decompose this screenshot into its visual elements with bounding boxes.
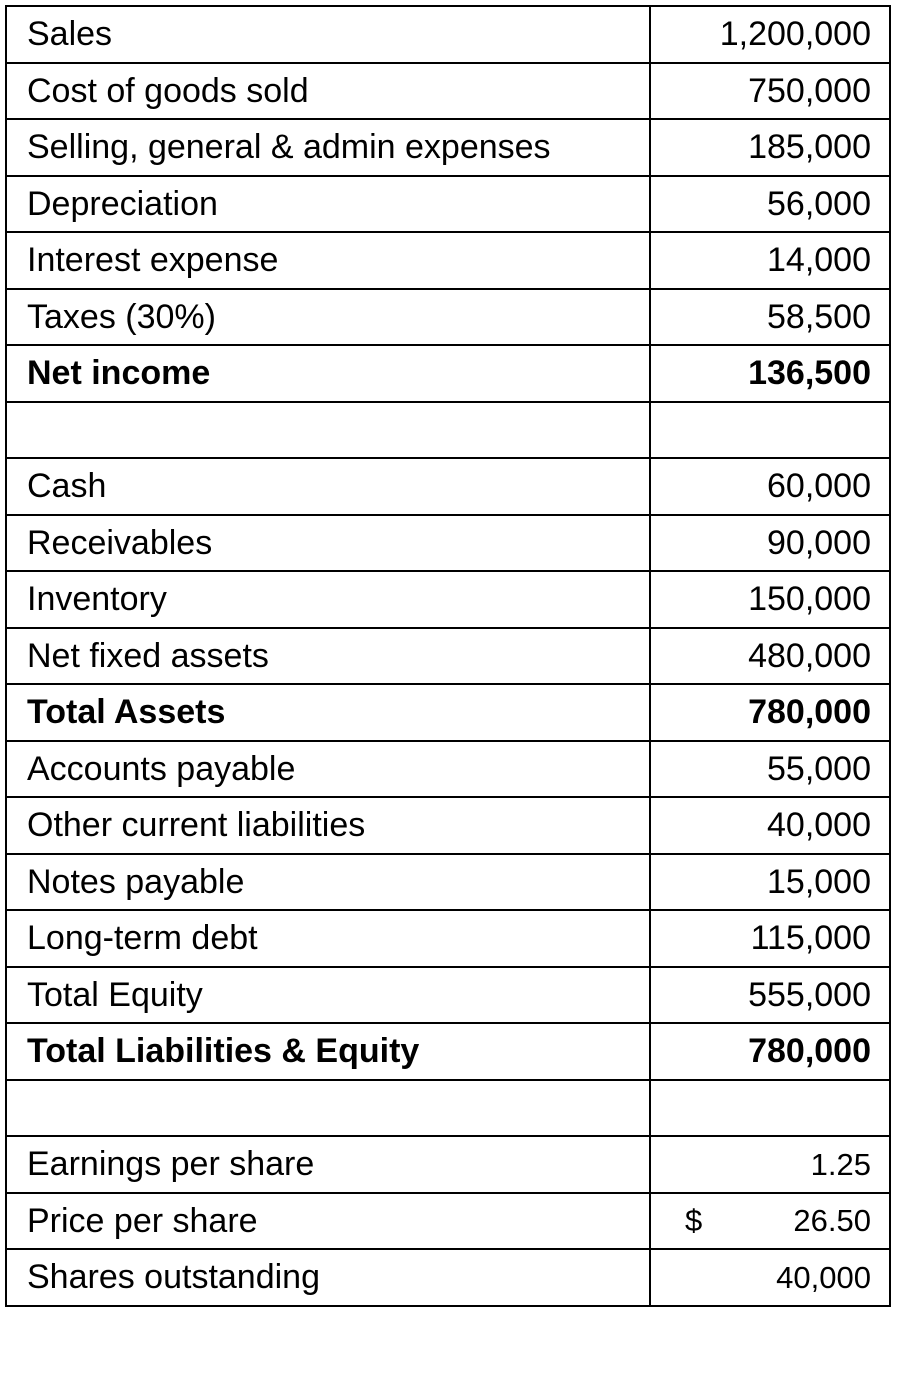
table-row xyxy=(6,515,890,572)
row-label: Price per share xyxy=(6,1193,650,1250)
table-row xyxy=(6,628,890,685)
table-row xyxy=(6,571,890,628)
row-label: Net fixed assets xyxy=(6,628,650,685)
row-label: Receivables xyxy=(6,515,650,572)
row-label: Shares outstanding xyxy=(6,1249,650,1306)
blank-row xyxy=(6,402,890,459)
row-value: 26.50 xyxy=(793,1203,871,1239)
row-value: 15,000 xyxy=(650,854,890,911)
row-label: Notes payable xyxy=(6,854,650,911)
blank-cell xyxy=(650,402,890,459)
table-row xyxy=(6,1249,890,1306)
blank-cell xyxy=(6,1080,650,1137)
table-row xyxy=(6,1136,890,1193)
table-row xyxy=(6,458,890,515)
row-label: Earnings per share xyxy=(6,1136,650,1193)
row-label: Net income xyxy=(6,345,650,402)
table-row xyxy=(6,63,890,120)
table-row xyxy=(6,289,890,346)
row-value: 555,000 xyxy=(650,967,890,1024)
table-row xyxy=(6,1193,890,1250)
table-row xyxy=(6,797,890,854)
row-value: 136,500 xyxy=(650,345,890,402)
row-value: 40,000 xyxy=(650,1249,890,1306)
row-value: 780,000 xyxy=(650,684,890,741)
row-label: Total Equity xyxy=(6,967,650,1024)
row-value: 90,000 xyxy=(650,515,890,572)
row-label: Total Liabilities & Equity xyxy=(6,1023,650,1080)
row-value: 40,000 xyxy=(650,797,890,854)
row-value: 55,000 xyxy=(650,741,890,798)
row-label: Cash xyxy=(6,458,650,515)
row-label: Total Assets xyxy=(6,684,650,741)
table-row xyxy=(6,910,890,967)
row-label: Taxes (30%) xyxy=(6,289,650,346)
currency-symbol: $ xyxy=(685,1203,703,1239)
row-label: Other current liabilities xyxy=(6,797,650,854)
row-label: Long-term debt xyxy=(6,910,650,967)
row-label: Accounts payable xyxy=(6,741,650,798)
table-row xyxy=(6,854,890,911)
row-value: 1,200,000 xyxy=(650,6,890,63)
row-value: 185,000 xyxy=(650,119,890,176)
row-value: 56,000 xyxy=(650,176,890,233)
row-label: Inventory xyxy=(6,571,650,628)
row-value: 1.25 xyxy=(650,1136,890,1193)
table-row xyxy=(6,741,890,798)
net-income-row xyxy=(6,345,890,402)
row-value: 115,000 xyxy=(650,910,890,967)
row-value: 150,000 xyxy=(650,571,890,628)
row-label: Depreciation xyxy=(6,176,650,233)
row-value: 60,000 xyxy=(650,458,890,515)
row-label: Selling, general & admin expenses xyxy=(6,119,650,176)
table-row xyxy=(6,6,890,63)
row-label: Interest expense xyxy=(6,232,650,289)
financial-data-table xyxy=(5,5,891,1307)
total-assets-row xyxy=(6,684,890,741)
row-label: Sales xyxy=(6,6,650,63)
table-row xyxy=(6,967,890,1024)
row-label: Cost of goods sold xyxy=(6,63,650,120)
total-liabilities-equity-row xyxy=(6,1023,890,1080)
blank-cell xyxy=(650,1080,890,1137)
table-row xyxy=(6,232,890,289)
table-row xyxy=(6,119,890,176)
row-value: 750,000 xyxy=(650,63,890,120)
row-value: 58,500 xyxy=(650,289,890,346)
blank-cell xyxy=(6,402,650,459)
row-value: 14,000 xyxy=(650,232,890,289)
blank-row xyxy=(6,1080,890,1137)
row-value: 780,000 xyxy=(650,1023,890,1080)
table-row xyxy=(6,176,890,233)
row-value: 480,000 xyxy=(650,628,890,685)
row-value-cell xyxy=(650,1193,890,1250)
